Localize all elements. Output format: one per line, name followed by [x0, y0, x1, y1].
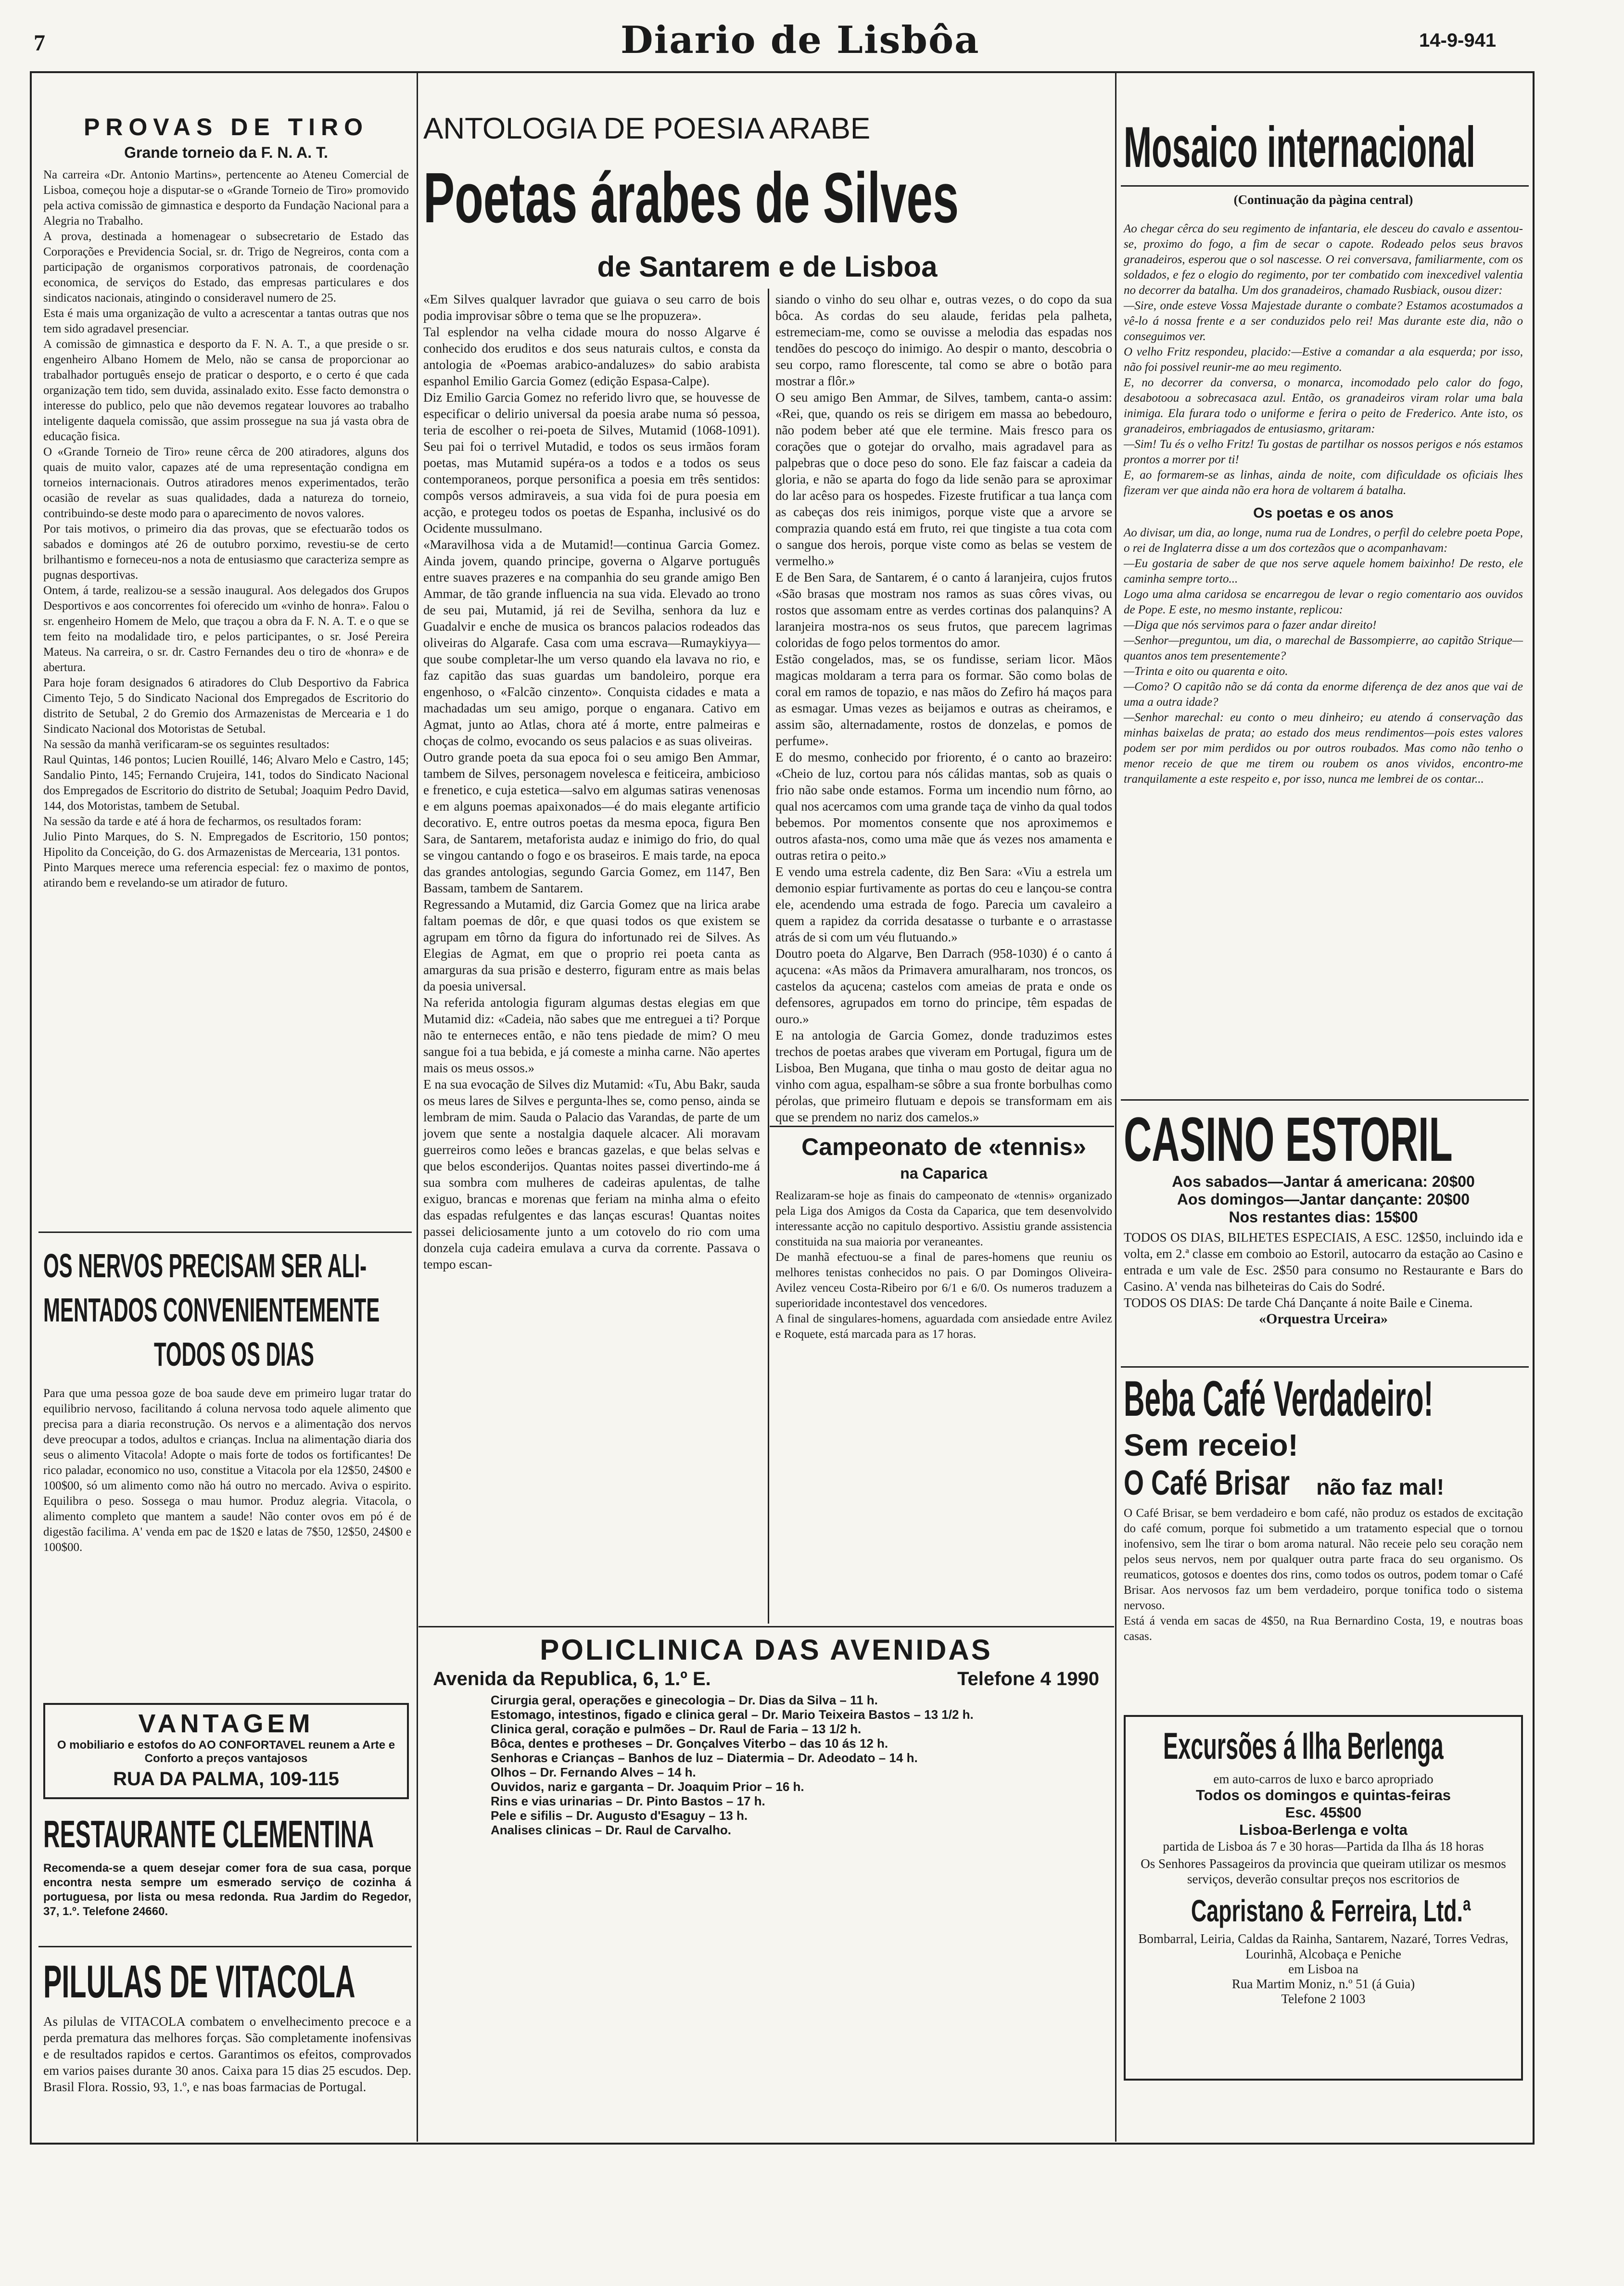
antologia-paragraph: E do mesmo, conhecido por friorento, é o canto ao brazeiro: «Cheio de luz, cortou para nós cálidas mantas, sob as quais o frio não sabe onde estamos. Forma um incendio num fôrno, ao qual nos acercamos com uma grande taça de vinho da qual todos bebemos. Por momentos consente que nos aproximemos e outros afasta-nos, como uma mãe que ás vezes nos amamenta e outras retira o peito.»	[775, 750, 1112, 863]
casino-line: Nos restantes dias: 15$00	[1229, 1208, 1418, 1226]
column-rule-right	[1115, 73, 1116, 2142]
antologia-paragraph: «Maravilhosa vida a de Mutamid!—continua Garcia Gomez. Ainda jovem, quando principe, governa o Algarve português entre suaves prazeres e na companhia do seu grande amigo Ben Ammar, de tão grande influencia na sua vida. Elevado ao trono de seu pai, Mutamid, já rei de Sevilha, senhora da luz e Guadalvir e enche de musica os brancos palacios rodeados das oliveiras do Algarafe. Casa com uma escrava—Rumaykiyya—que soube completar-lhe um verso quando ela lavava no rio, e faz capitão das suas guardas um bandoleiro, porque era engenhoso, o «Falcão cinzento». Conquista cidades e mata a machadadas um seu amigo, porque o enganara. Cativo em Agmat, junto ao Atlas, chora até á morte, entre palmeiras e choças de colmo, evocando os seus palacios e as suas oliveiras.	[423, 537, 760, 748]
casino-orchestra: «Orquestra Urceira»	[1259, 1311, 1388, 1327]
mosaico-continuation: (Continuação da pàgina central)	[1233, 192, 1413, 207]
provas-paragraph: A comissão de gimnastica e desporto da F. N. A. T., a que preside o sr. engenheiro Albano Homem de Melo, não se cansa de proporcionar ao trabalhador português ensejo de praticar o desporto, e o certo é que cada organização tem tido, sem duvida, assinalado exito. Esse facto demonstra o interesse do publico, pelo que não devemos regatear louvores ao trabalho inteligente daquela comissão, que assim prossegue na sua já vasta obra de educação fisica.	[43, 338, 409, 443]
policlinica-service: Cirurgia geral, operações e ginecologia – Dr. Dias da Silva – 11 h.	[491, 1693, 878, 1707]
antologia-paragraph: E na antologia de Garcia Gomez, donde traduzimos estes trechos de poetas arabes que viveram em Portugal, figura um de Lisboa, Ben Mugana, que tinha o mau gosto de deitar agua no vinho com agua, espalham-se sôbre a sua fronte borbulhas como pérolas, que primeiro flutuam e depois se transformam em ais que se prendem no nariz dos camelos.»	[775, 1028, 1112, 1124]
divider	[38, 1232, 412, 1233]
antologia-column-1	[423, 291, 760, 1624]
provas-paragraph: Por tais motivos, o primeiro dia das provas, que se efectuarão todos os sabados e domingos até 26 de outubro porximo, revestiu-se de certo brilhantismo e forneceu-nos a nota de entusiasmo que caracteriza sempre as pugnas desportivas.	[43, 522, 409, 582]
cafe-body: Está á venda em sacas de 4$50, na Rua Bernardino Costa, 19, e noutras boas casas.	[1124, 1614, 1523, 1643]
mosaico-paragraph: E, ao formarem-se as linhas, ainda de noite, com dificuldade os oficiais lhes fizeram ver que ainda não era hora de voltarem á batalha.	[1124, 469, 1523, 497]
policlinica-service: Ouvidos, nariz e garganta – Dr. Joaquim Prior – 16 h.	[491, 1779, 804, 1794]
antologia-paragraph: E vendo uma estrela cadente, diz Ben Sara: «Viu a estrela um demonio espiar furtivamente as portas do ceu e lançou-se contra ele, acendendo uma estrada de fogo. Parecia um cavaleiro a quem a rapidez da corrida desatasse o turbante e o arrastasse atrás de si com um véu flutuando.»	[775, 864, 1112, 944]
antologia-column-2	[775, 291, 1112, 1124]
antologia-paragraph: siando o vinho do seu olhar e, outras vezes, o do copo da sua bôca. As cordas do seu alaude, feridas pela palheta, estremeciam-me, como se ouvisse a melodia das espadas nos tendões do pescoço do inimigo. Ao despir o manto, descobria o seu corpo, ramo florescente, tal como se abre o botão para mostrar a flôr.»	[775, 292, 1112, 388]
provas-paragraph: Para hoje foram designados 6 atiradores do Club Desportivo da Fabrica Cimento Tejo, 5 do Sindicato Nacional dos Empregados de Escritorio do distrito de Setubal, 2 do Gremio dos Armazenistas de Mercearia e 1 do Sindicato Nacional dos Motoristas de Setubal.	[43, 676, 409, 736]
provas-paragraph: Esta é mais uma organização de vulto a acrescentar a tantas outras que nos tem sido agradavel presenciar.	[43, 307, 409, 335]
antologia-paragraph: Tal esplendor na velha cidade moura do nosso Algarve é conhecido dos eruditos e dos seus naturais cultos, e consta da antologia de «Poemas arabico-andaluzes» do sabio arabista espanhol Emilio Garcia Gomez (edição Espasa-Calpe).	[423, 325, 760, 388]
mosaico-subhead: Os poetas e os anos	[1253, 505, 1394, 521]
berlenga-price: Esc. 45$00	[1285, 1804, 1362, 1821]
antologia-paragraph: O seu amigo Ben Ammar, de Silves, tambem, canta-o assim: «Rei, que, quando os reis se dirigem em massa ao bebedouro, não podem beber até que ele termine. Mais fresco para os corações que o gotejar do orvalho, mais agradavel para as palpebras que o doce peso do sono. Ele faz faiscar a cadeia da gloria, e não se aparta do fogo da lide senão para se aproximar do lar acêso para os hospedes. Fizeste frutificar a tua lança com as cabeças dos reis inimigos, porque viste que a arvore se comprazia quando está em fruto, rei que tingiste a tua cota com o sangue dos herois, porque viste como as belas se vestem de vermelho.»	[775, 390, 1112, 568]
mosaico-paragraph: —Trinta e oito ou quarenta e oito.	[1124, 665, 1288, 678]
antologia-paragraph: Outro grande poeta da sua epoca foi o seu amigo Ben Ammar, tambem de Silves, personagem novelesca e feiticeira, ambicioso e frenetico, e cuja estetica—salvo em algumas satiras venenosas e em alguns poemas apaixonados—é do mais elegante artificio decorativo. E, entre outros poetas da mesma epoca, figura Ben Sara, de Santarem, metaforista audaz e inimigo do frio, do qual se vingou cantando o fogo e os braseiros. E mais tarde, na epoca das grandes antologias, segundo Garcia Gomez, em 1147, Ben Bassam, tambem de Santarem.	[423, 750, 760, 895]
provas-paragraph: Julio Pinto Marques, do S. N. Empregados de Escritorio, 150 pontos; Hipolito da Conceição, do G. dos Armazenistas de Mercearia, 131 pontos.	[43, 830, 409, 859]
policlinica-service: Olhos – Dr. Fernando Alves – 14 h.	[491, 1765, 696, 1779]
tennis-article	[775, 1133, 1112, 1602]
berlenga-title: Excursões á Ilha Berlenga	[1163, 1725, 1444, 1767]
cafe-brand: O Café Brisar	[1124, 1464, 1290, 1502]
divider	[1121, 1099, 1529, 1101]
berlenga-line: em auto-carros de luxo e barco apropriado	[1213, 1772, 1434, 1786]
cafe-headline: Sem receio!	[1124, 1428, 1298, 1462]
berlenga-line: Todos os domingos e quintas-feiras	[1196, 1787, 1451, 1803]
antologia-paragraph: Estão congelados, mas, se os fundisse, seriam licor. Mãos magicas moldaram a terra para os formar. São como bolas de coral em ramos de topazio, e nas mãos do Zefiro há maços para as esmagar. Umas vezes as beijamos e outras as cheiramos, e assim são, alternadamente, rostos de donzelas, e pomos de perfume».	[775, 652, 1112, 748]
policlinica-service: Estomago, intestinos, figado e clinica geral – Dr. Mario Teixeira Bastos – 13 1/2 h.	[491, 1707, 974, 1722]
divider	[38, 1946, 412, 1947]
berlenga-towns: Bombarral, Leiria, Caldas da Rainha, Santarem, Nazaré, Torres Vedras, Lourinhã, Alcobaça e Peniche	[1138, 1931, 1509, 1961]
policlinica-service: Clinica geral, coração e pulmões – Dr. Raul de Faria – 13 1/2 h.	[491, 1722, 862, 1736]
vantagem-text: O mobiliario e estofos do AO CONFORTAVEL reunem a Arte e Conforto a preços vantajosos	[57, 1739, 395, 1765]
pilulas-vitacola-ad	[43, 1956, 411, 2095]
provas-paragraph: Na sessão da tarde e até á hora de fecharmos, os resultados foram:	[43, 815, 362, 828]
divider	[770, 1126, 1114, 1127]
policlinica-ad	[423, 1633, 1109, 1866]
newspaper-masthead: Diario de Lisbôa	[621, 18, 980, 62]
mosaico-article	[1124, 221, 1523, 1087]
cafe-body: O Café Brisar, se bem verdadeiro e bom café, não produz os estados de excitação do café comum, porque foi submetido a um tratamento especial que o tornou inofensivo, sem lhe tirar o bom aroma natural. Não receie pelo seu coração nem pelos seus nervos, nem por qualquer outra parte fraca do seu organismo. Os reumaticos, gotosos e doentes dos rins, como todos os outros, podem tomar o Café Brisar. Aos nervosos faz um bem verdadeiro, porque tonifica todo o sistema nervoso.	[1124, 1507, 1523, 1612]
policlinica-service: Bôca, dentes e protheses – Dr. Gonçalves Viterbo – das 10 ás 12 h.	[491, 1736, 888, 1751]
cafe-headline: não faz mal!	[1316, 1474, 1445, 1499]
casino-body: TODOS OS DIAS: De tarde Chá Dançante á noite Baile e Cinema.	[1124, 1295, 1473, 1310]
pilulas-body: As pilulas de VITACOLA combatem o envelhecimento precoce e a perda prematura das melhores forças. São completamente inofensivas e de resultados rapidos e certos. Garantimos os efeitos, comprovados em varios paises durante 30 anos. Caixa para 15 dias 25 escudos. Dep. Brasil Flora. Rossio, 93, 1.º, e nas boas farmacias de Portugal.	[43, 2014, 411, 2094]
berlenga-line: partida de Lisboa ás 7 e 30 horas—Partida da Ilha ás 18 horas	[1163, 1839, 1484, 1854]
mosaico-title: Mosaico internacional	[1124, 115, 1475, 179]
antologia-kicker: ANTOLOGIA DE POESIA ARABE	[423, 112, 871, 145]
mosaico-paragraph: O velho Fritz respondeu, placido:—Estive a comandar a ala esquerda; por isso, não foi possivel reunir-me ao meu regimento.	[1124, 345, 1523, 374]
mosaico-paragraph: —Senhor—preguntou, um dia, o marechal de Bassompierre, ao capitão Strique—quantos anos tem presentemente?	[1124, 634, 1523, 662]
tennis-paragraph: A final de singulares-homens, aguardada com ansiedade entre Avilez e Roquete, está marcada para as 17 horas.	[775, 1312, 1112, 1341]
mosaico-paragraph: —Como? O capitão não se dá conta da enorme diferença de dez anos que vai de uma a outra idade?	[1124, 680, 1523, 709]
nervos-headline: MENTADOS CONVENIENTEMENTE	[43, 1291, 380, 1329]
mosaico-paragraph: —Diga que nós servimos para o fazer andar direito!	[1124, 619, 1377, 632]
berlenga-company: Capristano & Ferreira, Ltd.ª	[1191, 1893, 1471, 1928]
policlinica-service: Senhoras e Crianças – Banhos de luz – Diatermia – Dr. Adeodato – 14 h.	[491, 1751, 918, 1765]
vantagem-ad	[43, 1703, 409, 1799]
divider	[1121, 185, 1529, 187]
provas-title: PROVAS DE TIRO	[83, 114, 369, 140]
nervos-headline: TODOS OS DIAS	[154, 1335, 314, 1373]
provas-de-tiro-article	[43, 113, 409, 1166]
restaurante-clementina-ad	[43, 1811, 411, 1919]
tennis-title: Campeonato de «tennis»	[801, 1133, 1086, 1160]
casino-title: CASINO ESTORIL	[1124, 1104, 1453, 1174]
antologia-paragraph: E na sua evocação de Silves diz Mutamid: «Tu, Abu Bakr, sauda os meus lares de Silves e pergunta-lhes se, como penso, ainda se lembram de mim. Sauda o Palacio das Varandas, de parte de um jovem que sente a nostalgia daquele alcacer. Ali moravam guerreiros como leões e brancas gazelas, e que belas selvas e que belos esconderijos. Quantas noites passei divertindo-me á sua sombra com mulheres de cadeiras apulentas, de talhe exiguo, brancas e morenas que feriam na minha alma o efeito das espadas refulgentes e das lanças escuras! Quantas noites passei deliciosamente junto a um cotovelo do rio com uma donzela cuja cadeira emulava a curva da corrente. Passava o tempo escan-	[423, 1077, 760, 1271]
vantagem-title: VANTAGEM	[138, 1709, 314, 1738]
berlenga-line: em Lisboa na	[1288, 1962, 1358, 1976]
provas-paragraph: A prova, destinada a homenagear o subsecretario de Estado das Corporações e Previdencia Social, sr. dr. Trigo de Negreiros, conta com a participação de organismos corporativos patronais, de coordenação economica, de serviços do Estado, das empresas particulares e dos sindicatos nacionais, atingindo o consideravel numero de 25.	[43, 230, 409, 305]
tennis-paragraph: Realizaram-se hoje as finais do campeonato de «tennis» organizado pela Liga dos Amigos da Costa da Caparica, que tem desenvolvido interessante acção no capitulo desportivo. Assistiu grande assistencia constituida na sua maioria por veraneantes.	[775, 1189, 1112, 1248]
policlinica-title: POLICLINICA DAS AVENIDAS	[540, 1634, 992, 1666]
antologia-subhead: de Santarem e de Lisboa	[597, 251, 938, 283]
mosaico-paragraph: E, no decorrer da conversa, o monarca, incomodado pelo calor do fogo, desabotoou a sobrecasaca azul. Então, os granadeiros viram rolar uma bala inimiga. Ela furara todo o uniforme e ferira o peito de Frederico. Ante isto, os granadeiros, embriagados de entusiasmo, gritaram:	[1124, 376, 1523, 435]
policlinica-service: Pele e sifilis – Dr. Augusto d'Esaguy – 13 h.	[491, 1808, 748, 1823]
cafe-headline: Beba Café Verdadeiro!	[1124, 1371, 1434, 1427]
casino-estoril-ad	[1124, 1105, 1523, 1327]
casino-line: Aos sabados—Jantar á americana: 20$00	[1172, 1173, 1475, 1190]
berlenga-line: Os Senhores Passageiros da provincia que queiram utilizar os mesmos serviços, deverão consultar preços nos escritorios de	[1141, 1856, 1506, 1886]
antologia-paragraph: Regressando a Mutamid, diz Garcia Gomez que na lirica arabe faltam poemas de dôr, e que quasi todos os que existem se agrupam em tôrno da figura do infortunado rei de Silves. As Elegias de Agmat, em que o proprio rei poeta canta as amarguras da sua prisão e desterro, figuram entre as mais belas da poesia universal.	[423, 897, 760, 993]
antologia-paragraph: Na referida antologia figuram algumas destas elegias em que Mutamid diz: «Cadeia, não sabes que me entreguei a ti? Porque não te enterneces então, e não tens piedade de mim? O meu sangue foi a tua bebida, e já comeste a minha carne. Não apertes mais os meus ossos.»	[423, 995, 760, 1075]
pilulas-title: PILULAS DE VITACOLA	[43, 1956, 355, 2007]
mosaico-paragraph: —Eu gostaria de saber de que nos serve aquele homem baixinho! De resto, ele caminha sempre torto...	[1124, 557, 1523, 585]
provas-paragraph: Na sessão da manhã verificaram-se os seguintes resultados:	[43, 738, 330, 751]
policlinica-service: Rins e vias urinarias – Dr. Pinto Bastos – 17 h.	[491, 1794, 765, 1808]
provas-paragraph: Pinto Marques merece uma referencia especial: fez o maximo de pontos, atirando bem e revelando-se um atirador de futuro.	[43, 861, 409, 889]
issue-date: 14-9-941	[1419, 30, 1497, 51]
antologia-paragraph: Diz Emilio Garcia Gomez no referido livro que, se houvesse de especificar o delirio universal da poesia arabe numa só pessoa, teria de escolher o rei-poeta de Silves, Mutamid (1068-1091). Seu pai foi o terrivel Mutadid, e todos os seus irmãos foram poetas, mas Mutamid supéra-os a todos e a todos os seus contemporaneos, porque personifica a poesia em três sentidos: compôs versos admiraveis, a sua vida foi de pura poesia em acção, e protegeu todos os poetas de Espanha, inclusivé os do Ocidente mussulmano.	[423, 390, 760, 535]
provas-subtitle: Grande torneio da F. N. A. T.	[124, 144, 328, 161]
page-number: 7	[34, 30, 45, 56]
policlinica-address: Avenida da Republica, 6, 1.º E.	[433, 1668, 711, 1689]
vitacola-nervos-ad	[43, 1244, 411, 1658]
provas-paragraph: Na carreira «Dr. Antonio Martins», pertencente ao Ateneu Comercial de Lisboa, começou hoje a disputar-se o «Grande Torneio de Tiro» promovido pela activa comissão de gimnastica e desporto da Fundação Nacional para a Alegria no Trabalho.	[43, 168, 409, 228]
restaurante-title: RESTAURANTE CLEMENTINA	[43, 1813, 374, 1855]
antologia-paragraph: «Em Silves qualquer lavrador que guiava o seu carro de bois podia improvisar sôbre o tema que se lhe propuzera».	[423, 292, 760, 323]
casino-line: Aos domingos—Jantar dançante: 20$00	[1177, 1191, 1470, 1208]
nervos-body: Para que uma pessoa goze de boa saude deve em primeiro lugar tratar do equilibrio nervoso, facilitando á coluna nervosa todo aquele alimento que precisa para a diaria reconstrução. Os nervos e a alimentação dos nervos deve preocupar a todos, adultos e crianças. Inclua na alimentação diaria dos seus o alimento Vitacola! Adopte o mais forte de todos os fortificantes! De rico paladar, economico no uso, constitue a Vitacola por ela 12$50, 24$00 e 100$00, só um alimento como não há outro no mercado. Aviva o espirito. Equilibra o peso. Sossega o mau humor. Produz alegria. Vitacola, o alimento completo que mantem a saude! Não conter ovos em pó é de digestão facilima. A' venda em pac de 1$20 e latas de 7$50, 12$50, 24$00 e 100$00.	[43, 1387, 411, 1554]
tennis-paragraph: De manhã efectuou-se a final de pares-homens que reuniu os melhores tenistas conhecidos no pais. O par Domingos Oliveira-Avilez venceu Costa-Ribeiro por 6/1 e 6/0. Os numeros traduzem a superioridade incontestavel dos vencedores.	[775, 1251, 1112, 1310]
berlenga-line: Lisboa-Berlenga e volta	[1239, 1821, 1408, 1838]
restaurante-body: Recomenda-se a quem desejar comer fora de sua casa, porque encontra nesta sempre um esmerado serviço de cozinha á portuguesa, por lista ou mesa redonda. Rua Jardim do Regedor, 37, 1.º. Telefone 24660.	[43, 1862, 411, 1918]
vantagem-address: RUA DA PALMA, 109-115	[113, 1768, 339, 1790]
casino-body: TODOS OS DIAS, BILHETES ESPECIAIS, A ESC. 12$50, incluindo ida e volta, em 2.ª classe em comboio ao Estoril, autocarro da estação ao Casino e entrada e um vale de Esc. 2$50 para consumo no Restaurante e Bars do Casino. A' venda nas bilheteiras do Cais do Sodré.	[1124, 1230, 1523, 1294]
mosaico-paragraph: —Senhor marechal: eu conto o meu dinheiro; eu atendo á conservação das minhas baixelas de prata; ao estado dos meus rendimentos—pois estes valores podem ser por mim perdidos ou por outros roubados. Mas como não tenho o menor receio de que me tirem ou roubem os anos vividos, encontro-me tranquilamente a este respeito e, por isso, nunca me lembrei de os contar...	[1124, 711, 1523, 786]
antologia-paragraph: E de Ben Sara, de Santarem, é o canto á laranjeira, cujos frutos «São brasas que mostram nos ramos as suas côres vivas, ou rostos que assomam entre as verdes cortinas dos palanquins? A laranjeira mostra-nos os seus frutos, que parecem lagrimas coloridas de fogo pelos tormentos do amor.	[775, 570, 1112, 650]
divider	[419, 1626, 1114, 1627]
mosaico-paragraph: Logo uma alma caridosa se encarregou de levar o regio comentario aos ouvidos de Pope. E este, no mesmo instante, replicou:	[1124, 588, 1523, 616]
policlinica-phone: Telefone 4 1990	[957, 1668, 1099, 1689]
nervos-headline: OS NERVOS PRECISAM SER ALI-	[43, 1247, 367, 1284]
divider	[1121, 1366, 1529, 1368]
tennis-subtitle: na Caparica	[900, 1165, 988, 1182]
policlinica-service: Analises clinicas – Dr. Raul de Carvalho.	[491, 1823, 731, 1837]
antologia-paragraph: Doutro poeta do Algarve, Ben Darrach (958-1030) é o canto á açucena: «As mãos da Primavera amuralharam, nos troncos, os castelos da açucena; castelos com ameias de prata e onde os defensores, agrupados em torno do principe, têm espadas de ouro.»	[775, 946, 1112, 1026]
antologia-headline: Poetas árabes de Silves	[423, 158, 959, 238]
mosaico-paragraph: Ao divisar, um dia, ao longe, numa rua de Londres, o perfil do celebre poeta Pope, o rei de Inglaterra disse a um dos cortezãos que o acompanhavam:	[1124, 526, 1523, 555]
berlenga-phone: Telefone 2 1003	[1281, 1992, 1366, 2006]
mosaico-paragraph: Ao chegar cêrca do seu regimento de infantaria, ele desceu do cavalo e assentou-se, proximo do fogo, a fim de secar o capote. Rodeado pelos seus bravos granadeiros, esperou que o sol nascesse. O rei conversava, familiarmente, com os soldados, e fez o elogio do regimento, por ter combatido com inexcedivel valentia no decorrer da batalha. Um dos granadeiros, chamado Rusbiack, ousou dizer:	[1124, 222, 1523, 297]
berlenga-address: Rua Martim Moniz, n.º 51 (á Guia)	[1231, 1977, 1415, 1991]
berlenga-ad	[1124, 1715, 1523, 2081]
provas-paragraph: Ontem, á tarde, realizou-se a sessão inaugural. Aos delegados dos Grupos Desportivos e aos concorrentes foi oferecido um «vinho de honra». Falou o sr. engenheiro Homem de Melo, que traçou a obra da F. N. A. T. e o que se tem feito na modalidade tiro, e pelos participantes, o sr. José Pereira Mateus. Na carreira, o sr. dr. Castro Fernandes deu o tiro de «honra» e de abertura.	[43, 584, 409, 674]
provas-paragraph: Raul Quintas, 146 pontos; Lucien Rouillé, 146; Alvaro Melo e Castro, 145; Sandalio Pinto, 145; Fernando Crujeira, 141, todos do Sindicato Nacional dos Empregados de Escritorio do distrito de Setubal; Joaquim Pedro David, 144, dos Motoristas, tambem de Setubal.	[43, 753, 409, 813]
provas-paragraph: O «Grande Torneio de Tiro» reune cêrca de 200 atiradores, alguns dos quais de muito valor, capazes até de uma representação condigna em torneios internacionais. Outros atiradores menos experimentados, terão ocasião de revelar as suas qualidades, dada a natureza do torneio, contribuindo-se deste modo para o aparecimento de novos valores.	[43, 445, 409, 520]
column-rule-center	[768, 289, 769, 1624]
cafe-brisar-ad	[1124, 1371, 1523, 1644]
column-rule-left	[417, 73, 418, 2142]
mosaico-paragraph: —Sim! Tu és o velho Fritz! Tu gostas de partilhar os nossos perigos e nós estamos prontos a morrer por ti!	[1124, 438, 1523, 466]
mosaico-paragraph: —Sire, onde esteve Vossa Majestade durante o combate? Estamos acostumados a vê-lo á nossa frente e a ser conduzidos pelo rei! Mas durante este dia, não o conseguimos ver.	[1124, 299, 1523, 343]
